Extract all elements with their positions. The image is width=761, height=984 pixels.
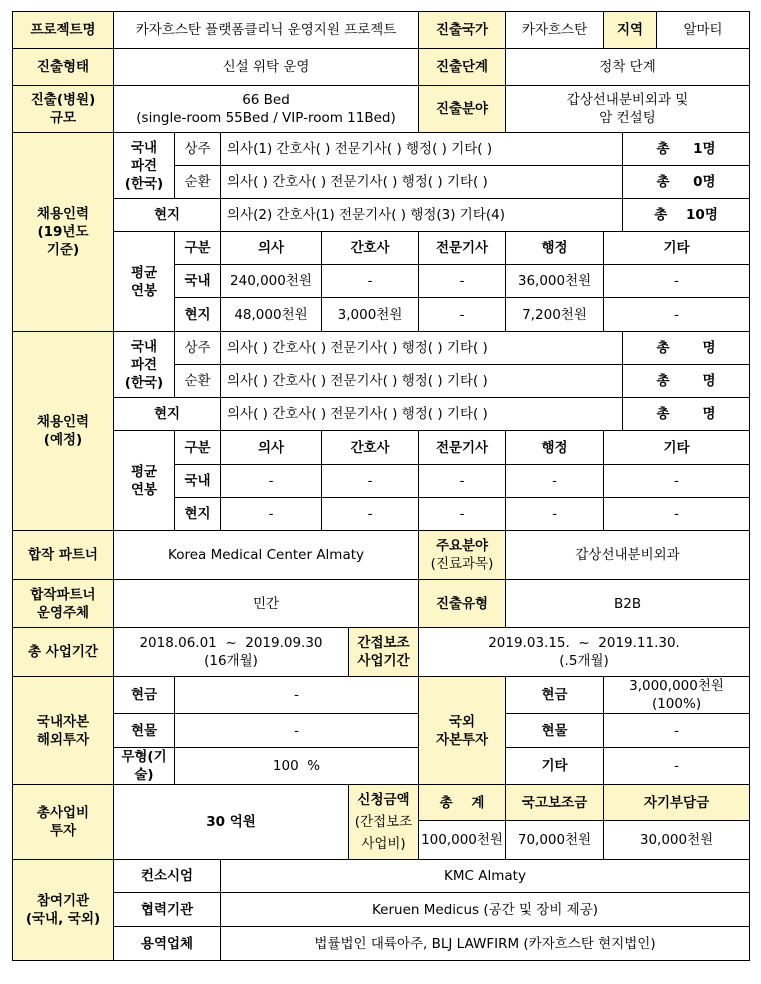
staffplan-header-category: 구분 — [175, 431, 221, 465]
staffplan-rotation-label: 순환 — [175, 365, 221, 398]
project-table — [12, 11, 750, 961]
staffplan-local-text: 의사( ) 간호사( ) 전문기사( ) 행정( ) 기타( ) — [221, 398, 623, 431]
budget-total: 30 억원 — [114, 785, 349, 860]
foreign-other: - — [604, 748, 750, 785]
region: 알마티 — [657, 12, 750, 49]
staffplan-salary-label: 평균 연봉 — [114, 431, 175, 531]
staffplan-resident-total: 총 명 — [623, 332, 750, 365]
staff19-cell: - — [419, 298, 506, 332]
staff19-header-technician: 전문기사 — [419, 232, 506, 265]
request-label — [349, 785, 419, 860]
staff19-local-total: 총 10명 — [623, 199, 750, 232]
country: 카자흐스탄 — [506, 12, 604, 49]
staffplan-cell: - — [322, 498, 419, 531]
staff19-cell: 7,200천원 — [506, 298, 604, 332]
staff19-salary-label: 평균 연봉 — [114, 232, 175, 332]
staff19-resident-text: 의사(1) 간호사( ) 전문기사( ) 행정( ) 기타( ) — [221, 133, 623, 166]
staff19-rotation-label: 순환 — [175, 166, 221, 199]
budget-gov: 70,000천원 — [506, 821, 604, 860]
scale-label: 진출(병원) 규모 — [13, 86, 114, 133]
staff19-header-category: 구분 — [175, 232, 221, 265]
staffplan-resident-text: 의사( ) 간호사( ) 전문기사( ) 행정( ) 기타( ) — [221, 332, 623, 365]
request-subtitle: (간접보조 사업비) — [354, 814, 413, 852]
budget-sum: 100,000천원 — [419, 821, 506, 860]
staffplan-dispatch-label: 국내 파견 (한국) — [114, 332, 175, 398]
consortium: KMC Almaty — [221, 860, 750, 893]
foreign-other-label: 기타 — [506, 748, 604, 785]
region-label: 지역 — [604, 12, 657, 49]
partner-operator-label: 합작파트너 운영주체 — [13, 580, 114, 628]
budget-label: 총사업비 투자 — [13, 785, 114, 860]
request-title: 신청금액 — [357, 792, 410, 808]
project-name-label: 프로젝트명 — [13, 12, 114, 49]
partner-field-label — [419, 531, 506, 580]
staffplan-resident-label: 상주 — [175, 332, 221, 365]
staffplan-cell: - — [322, 465, 419, 498]
foreign-cash: 3,000,000천원(100%) — [604, 677, 750, 714]
staffplan-header-other: 기타 — [604, 431, 750, 465]
field-label: 진출분야 — [419, 86, 506, 133]
coop-label: 협력기관 — [114, 893, 221, 927]
service: 법률법인 대륙아주, BLJ LAWFIRM (카자흐스탄 현지법인) — [221, 927, 750, 961]
staff19-header-doctor: 의사 — [221, 232, 322, 265]
domestic-intangible: 100 % — [175, 748, 419, 785]
staff19-cell: - — [604, 265, 750, 298]
staff19-row-domestic-label: 국내 — [175, 265, 221, 298]
budget-gov-label: 국고보조금 — [506, 785, 604, 821]
staffplan-header-technician: 전문기사 — [419, 431, 506, 465]
staff19-resident-label: 상주 — [175, 133, 221, 166]
staff19-cell: 3,000천원 — [322, 298, 419, 332]
service-label: 용역업체 — [114, 927, 221, 961]
entry-model-label: 진출유형 — [419, 580, 506, 628]
partner-field-subtitle: (진료과목) — [430, 556, 494, 572]
entry-stage-label: 진출단계 — [419, 49, 506, 86]
staff19-cell: 48,000천원 — [221, 298, 322, 332]
staffplan-cell: - — [221, 465, 322, 498]
domestic-cash: - — [175, 677, 419, 714]
domestic-kind-label: 현물 — [114, 714, 175, 748]
domestic-capital-label: 국내자본 해외투자 — [13, 677, 114, 785]
partner-label: 합작 파트너 — [13, 531, 114, 580]
staffplan-header-doctor: 의사 — [221, 431, 322, 465]
partner-operator: 민간 — [114, 580, 419, 628]
staffplan-row-local-label: 현지 — [175, 498, 221, 531]
staffplan-cell: - — [419, 498, 506, 531]
staff19-resident-total: 총 1명 — [623, 133, 750, 166]
support-period-label: 간접보조 사업기간 — [349, 628, 419, 677]
staffplan-local-label: 현지 — [114, 398, 221, 431]
support-period-value: 2019.03.15. ~ 2019.11.30. (.5개월) — [419, 628, 750, 677]
staff19-cell: - — [322, 265, 419, 298]
partner-name: Korea Medical Center Almaty — [114, 531, 419, 580]
budget-self-label: 자기부담금 — [604, 785, 750, 821]
field: 갑상선내분비외과 및 암 컨설팅 — [506, 86, 750, 133]
staffplan-header-nurse: 간호사 — [322, 431, 419, 465]
project-form — [12, 11, 749, 961]
foreign-cash-label: 현금 — [506, 677, 604, 714]
staffplan-row-domestic-label: 국내 — [175, 465, 221, 498]
consortium-label: 컨소시엄 — [114, 860, 221, 893]
staff19-header-admin: 행정 — [506, 232, 604, 265]
domestic-intangible-label: 무형(기술) — [114, 748, 175, 785]
domestic-cash-label: 현금 — [114, 677, 175, 714]
foreign-kind-label: 현물 — [506, 714, 604, 748]
scale: 66 Bed (single-room 55Bed / VIP-room 11Bed) — [114, 86, 419, 133]
staff19-dispatch-label: 국내 파견 (한국) — [114, 133, 175, 199]
country-label: 진출국가 — [419, 12, 506, 49]
staff19-cell: 240,000천원 — [221, 265, 322, 298]
period-label: 총 사업기간 — [13, 628, 114, 677]
orgs-label: 참여기관 (국내, 국외) — [13, 860, 114, 961]
project-name: 카자흐스탄 플랫폼클리닉 운영지원 프로젝트 — [114, 12, 419, 49]
staff19-cell: - — [604, 298, 750, 332]
entry-stage: 정착 단계 — [506, 49, 750, 86]
period-value: 2018.06.01 ~ 2019.09.30 (16개월) — [114, 628, 349, 677]
staff19-cell: 36,000천원 — [506, 265, 604, 298]
staff19-label: 채용인력 (19년도 기준) — [13, 133, 114, 332]
partner-field: 갑상선내분비외과 — [506, 531, 750, 580]
staff19-row-local-label: 현지 — [175, 298, 221, 332]
staffplan-cell: - — [604, 465, 750, 498]
staffplan-label: 채용인력 (예정) — [13, 332, 114, 531]
staffplan-cell: - — [419, 465, 506, 498]
staffplan-rotation-total: 총 명 — [623, 365, 750, 398]
budget-sum-label: 총 계 — [419, 785, 506, 821]
staffplan-cell: - — [221, 498, 322, 531]
staff19-header-nurse: 간호사 — [322, 232, 419, 265]
staff19-local-label: 현지 — [114, 199, 221, 232]
budget-self: 30,000천원 — [604, 821, 750, 860]
foreign-capital-label: 국외 자본투자 — [419, 677, 506, 785]
staff19-local-text: 의사(2) 간호사(1) 전문기사( ) 행정(3) 기타(4) — [221, 199, 623, 232]
staffplan-cell: - — [506, 498, 604, 531]
staff19-rotation-total: 총 0명 — [623, 166, 750, 199]
staffplan-cell: - — [506, 465, 604, 498]
foreign-kind: - — [604, 714, 750, 748]
entry-type: 신설 위탁 운영 — [114, 49, 419, 86]
coop: Keruen Medicus (공간 및 장비 제공) — [221, 893, 750, 927]
partner-field-title: 주요분야 — [435, 538, 489, 554]
entry-type-label: 진출형태 — [13, 49, 114, 86]
staffplan-header-admin: 행정 — [506, 431, 604, 465]
staffplan-rotation-text: 의사( ) 간호사( ) 전문기사( ) 행정( ) 기타( ) — [221, 365, 623, 398]
entry-model: B2B — [506, 580, 750, 628]
staffplan-local-total: 총 명 — [623, 398, 750, 431]
staffplan-cell: - — [604, 498, 750, 531]
staff19-header-other: 기타 — [604, 232, 750, 265]
staff19-rotation-text: 의사( ) 간호사( ) 전문기사( ) 행정( ) 기타( ) — [221, 166, 623, 199]
domestic-kind: - — [175, 714, 419, 748]
staff19-cell: - — [419, 265, 506, 298]
